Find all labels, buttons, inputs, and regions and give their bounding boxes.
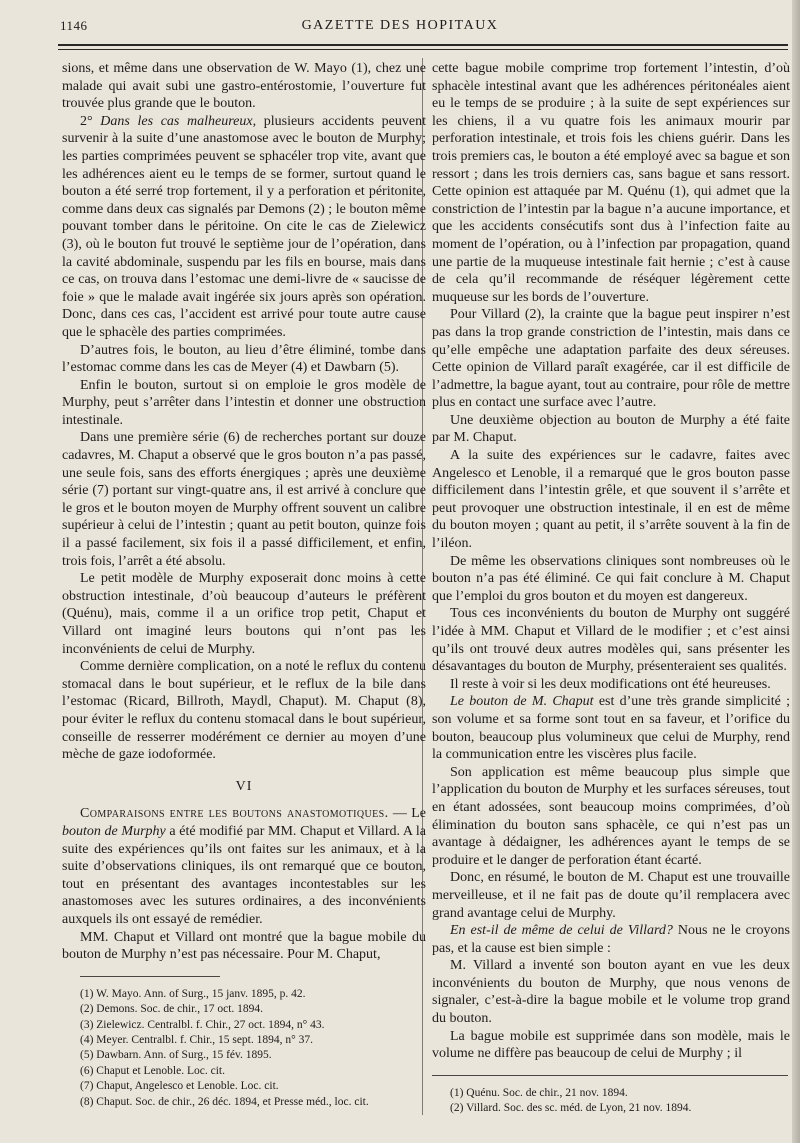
paragraph: La bague mobile est supprimée dans son modèle, mais le volume ne diffère pas beaucoup de celui de Murphy ; il <box>432 1028 790 1062</box>
footnote: (1) W. Mayo. Ann. of Surg., 15 janv. 1895, p. 42. <box>80 987 306 1000</box>
paragraph: Comme dernière complication, on a noté le reflux du contenu stomacal dans le bout supérieur, et le reflux de la bile dans l’estomac (Ricard, Billroth, Maydl, Chaput). M. Chaput (8), pour éviter le reflux du contenu stomacal dans le bout supérieur, conseille de resserrer modérément ce dernier au moyen d’une mèche de gaze iodoformée. <box>62 659 426 763</box>
paragraph <box>432 922 790 957</box>
page-number: 1146 <box>60 18 88 33</box>
footnote: (1) Quénu. Soc. de chir., 21 nov. 1894. <box>450 1086 628 1099</box>
paragraph: cette bague mobile comprime trop fortement l’intestin, d’où sphacèle intestinal avant que les adhérences péritonéales aient eu le temps de se produire ; à la suite de sept expériences sur les chiens, il a vu quatre fois les animaux mourir par perforation intestinale, et trois fois les chiens guérir. Dans les trois premiers cas, le bouton a été employé avec sa bague et son ressort ; dans les trois derniers cas, sans bague et sans ressort. Cette opinion est attaquée par M. Quénu (1), qui admet que la constriction de l’intestin par la bague n’a aucune importance, et que les accidents consécutifs sont dus à l’infection faite au moment de l’opération, ou à l’infection par propagation, quand une partie de la muqueuse intestinale fait hernie ; c’est à cause de cela qu’il recommande de réséquer légèrement cette muqueuse sur les bords de l’ouverture. <box>432 61 790 305</box>
paragraph: Son application est même beaucoup plus simple que l’application du bouton de Murphy et les surfaces séreuses, tout en étant adossées, sont beaucoup moins comprimées, d’où élimination du bouton sans sphacèle, ce qui n’est pas un avantage à dédaigner, les adhérences ayant le temps de se produire et le danger de perforation étant écarté. <box>432 764 790 868</box>
paragraph <box>432 693 790 763</box>
item-number: 2° <box>80 113 93 129</box>
footnotes <box>62 987 426 1110</box>
footnote: (7) Chaput, Angelesco et Lenoble. Loc. cit. <box>80 1080 279 1093</box>
footnote: (2) Villard. Soc. des sc. méd. de Lyon, 21 nov. 1894. <box>450 1102 692 1115</box>
paragraph: A la suite des expériences sur le cadavre, faites avec Angelesco et Lenoble, il a remarqué que le gros bouton passe difficilement dans l’intestin grêle, et que souvent il s’arrête et peut provoquer une obstruction intestinale, il en est de même du bouton moyen ; quant au petit, il s’arrête souvent à la fin de l’iléon. <box>432 448 790 552</box>
footnote: (8) Chaput. Soc. de chir., 26 déc. 1894, et Presse méd., loc. cit. <box>80 1095 369 1108</box>
paragraph: D’autres fois, le bouton, au lieu d’être éliminé, tombe dans l’estomac comme dans les cas de Meyer (4) et Dawbarn (5). <box>62 342 426 376</box>
paragraph: Une deuxième objection au bouton de Murphy a été faite par M. Chaput. <box>432 412 790 446</box>
paragraph: De même les observations cliniques sont nombreuses où le bouton n’a pas été éliminé. Ce qui fait conclure à M. Chaput que l’emploi du gros bouton et du moyen est dangereux. <box>432 553 790 604</box>
emphasis-text: bouton de Murphy <box>62 823 166 839</box>
journal-title: GAZETTE DES HOPITAUX <box>301 18 499 33</box>
header-rule <box>58 44 788 50</box>
emphasis-text: Dans les cas malheureux, <box>100 113 257 129</box>
footnote: (6) Chaput et Lenoble. Loc. cit. <box>80 1064 225 1077</box>
dash-text: — Le <box>388 806 426 822</box>
paragraph <box>62 805 426 928</box>
paragraph: Dans une première série (6) de recherches portant sur douze cadavres, M. Chaput a observé que le gros bouton n’a pas passé, une seule fois, sans des efforts énergiques ; après une deuxième série (7) portant sur vingt-quatre ans, il est arrivé à conclure que le gros et le bouton moyen de Murphy offrent souvent un calibre supérieur à celui de l’intestin ; quant au petit bouton, quinze fois il a passé facilement, six fois il a passé difficilement, et enfin, trois fois, l’arrêt a été absolu. <box>62 430 426 569</box>
paragraph: Le petit modèle de Murphy exposerait donc moins à cette obstruction intestinale, d’où beaucoup d’auteurs le préfèrent (Quénu), mais, comme il a un orifice trop petit, Chaput et Villard ont imaginé leurs boutons qui n’ont pas les inconvénients de celui de Murphy. <box>62 571 426 657</box>
section-title: Comparaisons entre les boutons anastomotiques. <box>80 806 389 822</box>
paragraph: Il reste à voir si les deux modifications ont été heureuses. <box>450 676 771 692</box>
paragraph: Tous ces inconvénients du bouton de Murphy ont suggéré l’idée à MM. Chaput et Villard de le modifier ; et c’est ainsi qu’ils ont trouvé deux autres modèles qui, sans présenter les désavantages du bouton de Murphy, présenteraient ses qualités. <box>432 606 790 675</box>
page-edge-shadow <box>792 0 800 1143</box>
paragraph: sions, et même dans une observation de W. Mayo (1), chez une malade qui avait subi une gastro-entérostomie, l’ouverture fut trouvée plus grande que le bouton. <box>62 61 426 112</box>
paragraph: Pour Villard (2), la crainte que la bague peut inspirer n’est pas dans la trop grande constriction de l’intestin, mais dans ce qu’elle empêche une adaptation parfaite des deux séreuses. Cette opinion de Villard paraît exagérée, car il est difficile de l’admettre, la bague ayant, tout au contraire, pour rôle de mettre plus en contact une surface avec l’autre. <box>432 307 791 411</box>
footnotes <box>432 1086 790 1117</box>
footnote: (2) Demons. Soc. de chir., 17 oct. 1894. <box>80 1003 264 1016</box>
footnote: (4) Meyer. Centralbl. f. Chir., 15 sept. 1894, n° 37. <box>80 1033 313 1046</box>
section-heading: VI <box>235 778 253 794</box>
paragraph-text: plusieurs accidents peuvent survenir à la suite d’une anastomose avec le bouton de Murphy; les parties comprimées peuvent se sphacéler trop vite, avant que les adhérences aient eu le temps de se former, surtout quand le bouton a été serré trop fortement, il y a perforation et péritonite, comme dans deux cas signalés par Demons (2) ; le bouton même pouvant tomber dans le péritoine. On cite le cas de Zielewicz (3), où le bouton fut trouvé le septième jour de l’opération, dans la cavité abdominale, suspendu par les fils en bourse, mais dans ce cas, on trouva dans l’estomac une demi-livre de « saucisse de foie » que le malade avait ingérée six jours après son opération. Donc, dans ces cas, l’accident est arrivé pour toute autre cause que le sphacèle des parties comprimées. <box>62 113 426 340</box>
paragraph-text: est d’une très grande simplicité ; son volume et sa forme sont tout en sa faveur, et l’orifice du bouton, beaucoup plus volumineux que celui de Murphy, rend la communication entre les viscères plus facile. <box>432 694 790 763</box>
paragraph-text: a été modifié par MM. Chaput et Villard. A la suite des expériences qu’ils ont faites sur les animaux, et à la suite d’observations cliniques, ils ont remarqué que ce bouton, tout en présentant des avantages incontestables sur les anastomoses avec les sutures ordinaires, a des inconvénients auxquels ils ont essayé de remédier. <box>62 823 427 927</box>
emphasis-text: Le bouton de M. Chaput <box>450 694 594 710</box>
footnote-rule <box>432 1075 788 1076</box>
footnote: (3) Zielewicz. Centralbl. f. Chir., 27 oct. 1894, n° 43. <box>80 1018 325 1031</box>
emphasis-text: En est-il de même de celui de Villard? <box>450 923 673 939</box>
left-column <box>62 60 426 1110</box>
paragraph-text: Nous ne le croyons pas, et la cause est bien simple : <box>432 923 791 956</box>
paragraph: MM. Chaput et Villard ont montré que la bague mobile du bouton de Murphy n’est pas nécessaire. Pour M. Chaput, <box>62 929 426 963</box>
footnote: (5) Dawbarn. Ann. of Surg., 15 fév. 1895. <box>80 1049 272 1062</box>
paragraph: Donc, en résumé, le bouton de M. Chaput est une trouvaille merveilleuse, et il ne fait pas de doute qu’il remplacera avec grand avantage celui de Murphy. <box>432 870 790 921</box>
right-column <box>432 60 790 1117</box>
paragraph <box>62 113 426 342</box>
paragraph: Enfin le bouton, surtout si on emploie le gros modèle de Murphy, peut s’arrêter dans l’intestin et donner une obstruction intestinale. <box>62 377 426 428</box>
footnote-rule <box>80 976 220 977</box>
paragraph: M. Villard a inventé son bouton ayant en vue les deux inconvénients du bouton de Murphy, que nous venons de signaler, c’est-à-dire la bague mobile et le volume trop grand du bouton. <box>432 958 790 1027</box>
